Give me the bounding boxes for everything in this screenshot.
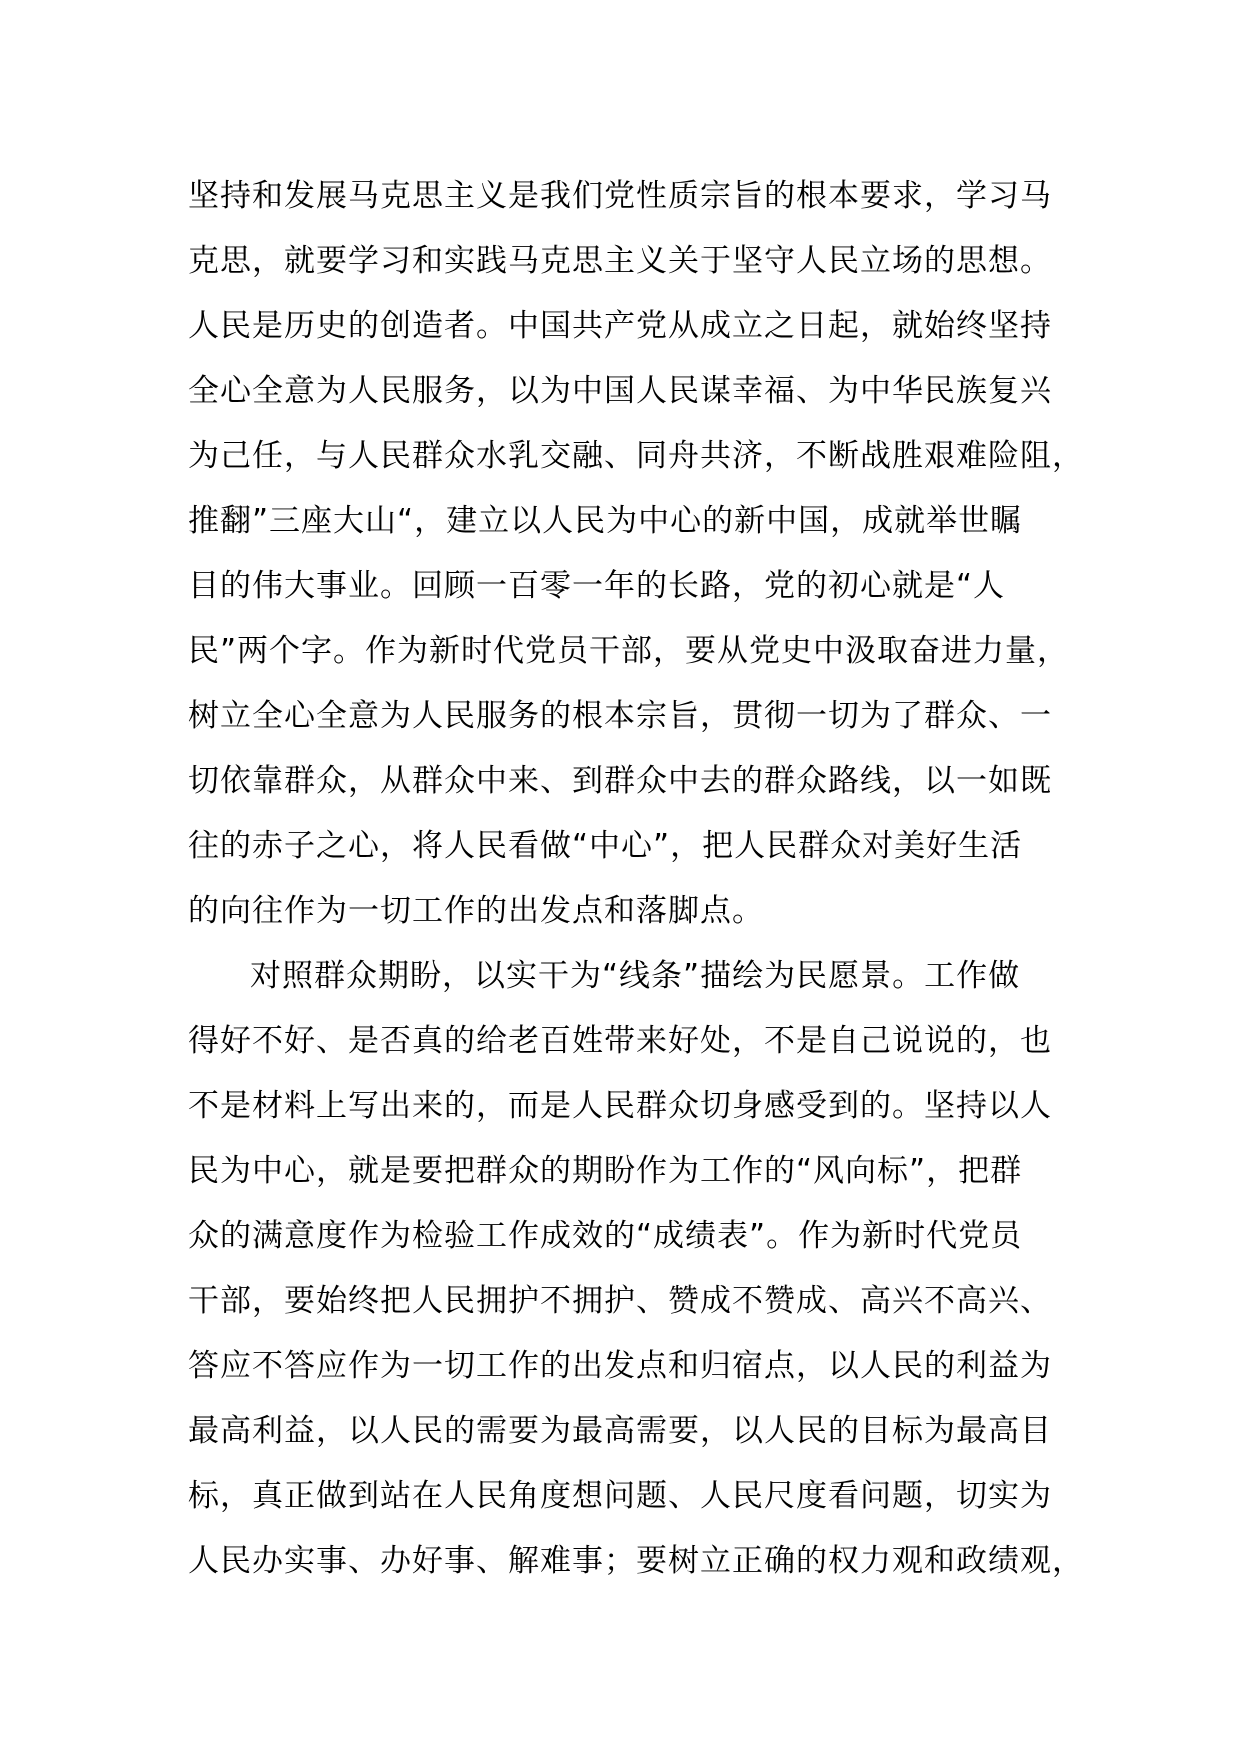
text-line: 树立全心全意为人民服务的根本宗旨，贯彻一切为了群众、一 [188, 698, 1052, 734]
text-line: 众的满意度作为检验工作成效的“成绩表”。作为新时代党员 [188, 1218, 1023, 1254]
text-line: 的向往作为一切工作的出发点和落脚点。 [188, 893, 764, 929]
text-line: 最高利益，以人民的需要为最高需要，以人民的目标为最高目 [188, 1413, 1052, 1449]
text-line: 人民办实事、办好事、解难事；要树立正确的权力观和政绩观， [188, 1543, 1084, 1579]
body-text [188, 164, 1088, 1594]
text-line: 干部，要始终把人民拥护不拥护、赞成不赞成、高兴不高兴、 [188, 1283, 1052, 1319]
paragraph-start-line: 对照群众期盼，以实干为“线条”描绘为民愿景。工作做 [250, 958, 1021, 994]
text-line: 得好不好、是否真的给老百姓带来好处，不是自己说说的，也 [188, 1023, 1052, 1059]
text-line: 推翻”三座大山“，建立以人民为中心的新中国，成就举世瞩 [188, 503, 1023, 539]
text-line: 为己任，与人民群众水乳交融、同舟共济，不断战胜艰难险阻， [188, 438, 1084, 474]
text-line: 坚持和发展马克思主义是我们党性质宗旨的根本要求，学习马 [188, 178, 1052, 214]
text-line: 克思，就要学习和实践马克思主义关于坚守人民立场的思想。 [188, 243, 1052, 279]
text-line: 不是材料上写出来的，而是人民群众切身感受到的。坚持以人 [188, 1088, 1052, 1124]
text-line: 民”两个字。作为新时代党员干部，要从党史中汲取奋进力量， [188, 633, 1070, 669]
text-line: 目的伟大事业。回顾一百零一年的长路，党的初心就是“人 [188, 568, 1006, 604]
text-line: 全心全意为人民服务，以为中国人民谋幸福、为中华民族复兴 [188, 373, 1052, 409]
text-line: 人民是历史的创造者。中国共产党从成立之日起，就始终坚持 [188, 308, 1052, 344]
text-line: 答应不答应作为一切工作的出发点和归宿点，以人民的利益为 [188, 1348, 1052, 1384]
text-line: 民为中心，就是要把群众的期盼作为工作的“风向标”，把群 [188, 1153, 1023, 1189]
text-line: 往的赤子之心，将人民看做“中心”，把人民群众对美好生活 [188, 828, 1023, 864]
text-line: 标，真正做到站在人民角度想问题、人民尺度看问题，切实为 [188, 1478, 1052, 1514]
text-line: 切依靠群众，从群众中来、到群众中去的群众路线，以一如既 [188, 763, 1052, 799]
